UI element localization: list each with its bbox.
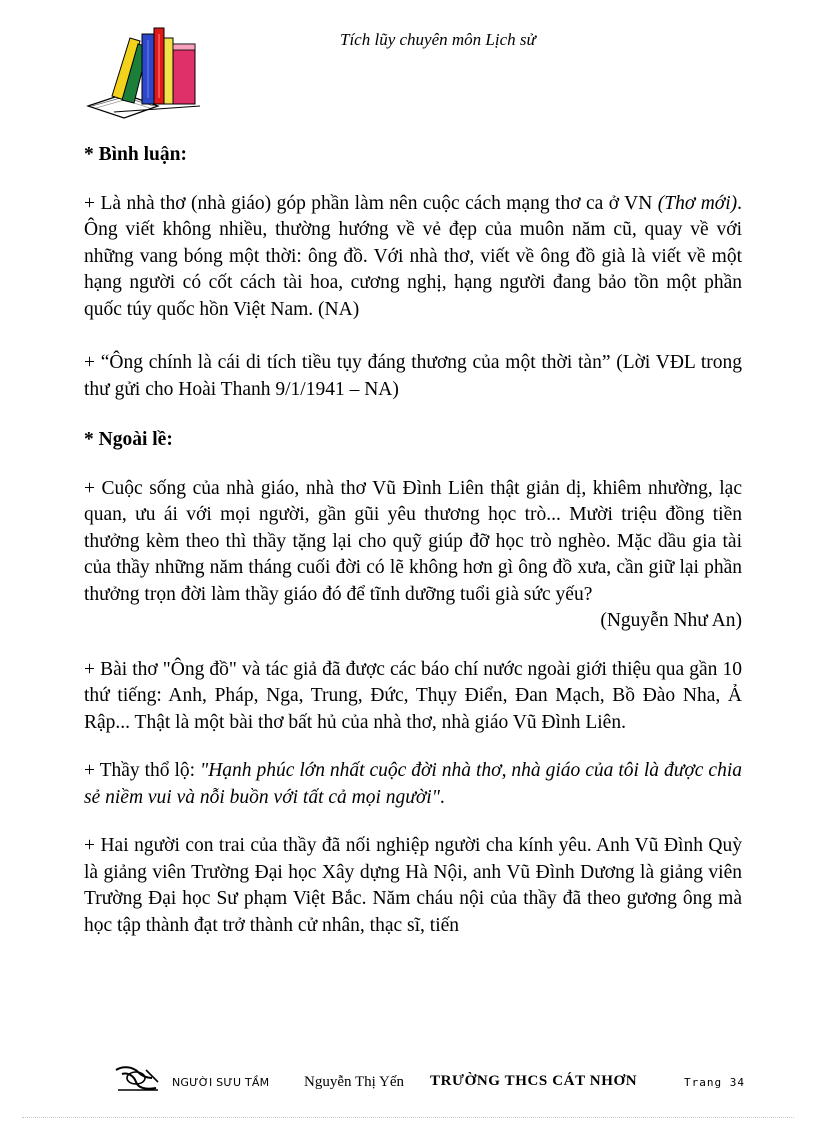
section-heading-comment: * Bình luận: — [84, 144, 187, 165]
footer-collector-label: NGƯỜI SƯU TẦM — [172, 1076, 270, 1089]
paragraph-text-rest: . Ông viết không nhiều, thường hướng về vẻ đẹp của muôn năm cũ, quay về với những vang bóng một thời: ông đồ. Với nhà thơ, viết về ông đồ già là viết về một hạng người có cốt cách tài hoa, cương nghị, hạng người đang bảo tồn một phần quốc túy quốc hồn Việt Nam. (NA) — [84, 192, 742, 320]
paragraph-text: + Cuộc sống của nhà giáo, nhà thơ Vũ Đình Liên thật giản dị, khiêm nhường, lạc quan, ưu ái với mọi người, gần gũi yêu thương học trò... Mười triệu đồng tiền thưởng kèm theo thì thầy tặng lại cho quỹ giúp đỡ học trò nghèo. Mặc dầu gia tài của thầy những năm tháng cuối đời có lẽ không hơn gì ông đồ xưa, cần giữ lại phần thưởng trọn đời làm thầy giáo đó để tĩnh dưỡng tuổi già sức yếu? — [84, 477, 742, 605]
paragraph-suffix: . — [439, 786, 445, 808]
section-heading-aside: * Ngoài lề: — [84, 429, 173, 450]
footer-page-number: Trang 34 — [684, 1076, 745, 1089]
writing-hand-icon — [112, 1060, 162, 1096]
bottom-divider — [22, 1117, 794, 1118]
paragraph-aside-1 — [84, 476, 742, 635]
page-footer — [112, 1060, 752, 1100]
paragraph-aside-3 — [84, 758, 742, 811]
paragraph-text: + Là nhà thơ (nhà giáo) góp phần làm nên cuộc cách mạng thơ ca ở VN — [84, 192, 658, 214]
footer-author: Nguyễn Thị Yến — [304, 1074, 404, 1090]
paragraph-credit: (Nguyễn Như An) — [600, 610, 742, 631]
paragraph-comment-2: + “Ông chính là cái di tích tiều tụy đáng thương của một thời tàn” (Lời VĐL trong thư gửi cho Hoài Thanh 9/1/1941 – NA) — [84, 352, 742, 400]
paragraph-aside-4: + Hai người con trai của thầy đã nối nghiệp người cha kính yêu. Anh Vũ Đình Quỳ là giảng viên Trường Đại học Xây dựng Hà Nội, anh Vũ Đình Dương là giảng viên Trường Đại học Sư phạm Việt Bắc. Năm cháu nội của thầy đã theo gương ông mà học tập thành đạt trở thành cử nhân, thạc sĩ, tiến — [84, 835, 742, 936]
paragraph-prefix: + Thầy thổ lộ: — [84, 760, 201, 781]
books-stack-icon — [84, 14, 206, 122]
header-title: Tích lũy chuyên môn Lịch sử — [340, 30, 536, 49]
document-body — [84, 142, 742, 961]
paragraph-aside-2: + Bài thơ "Ông đồ" và tác giả đã được các báo chí nước ngoài giới thiệu qua gần 10 thứ tiếng: Anh, Pháp, Nga, Trung, Đức, Thụy Điển, Đan Mạch, Bồ Đào Nha, Ả Rập... Thật là một bài thơ bất hủ của nhà thơ, nhà giáo Vũ Đình Liên. — [84, 658, 742, 733]
footer-school: TRƯỜNG THCS CÁT NHƠN — [430, 1073, 638, 1089]
paragraph-italic-term: (Thơ mới) — [657, 192, 738, 214]
paragraph-comment-1 — [84, 191, 742, 324]
paragraph-quote: "Hạnh phúc lớn nhất cuộc đời nhà thơ, nhà giáo của tôi là được chia sẻ niềm vui và nỗi buồn với tất cả mọi người" — [84, 760, 742, 808]
